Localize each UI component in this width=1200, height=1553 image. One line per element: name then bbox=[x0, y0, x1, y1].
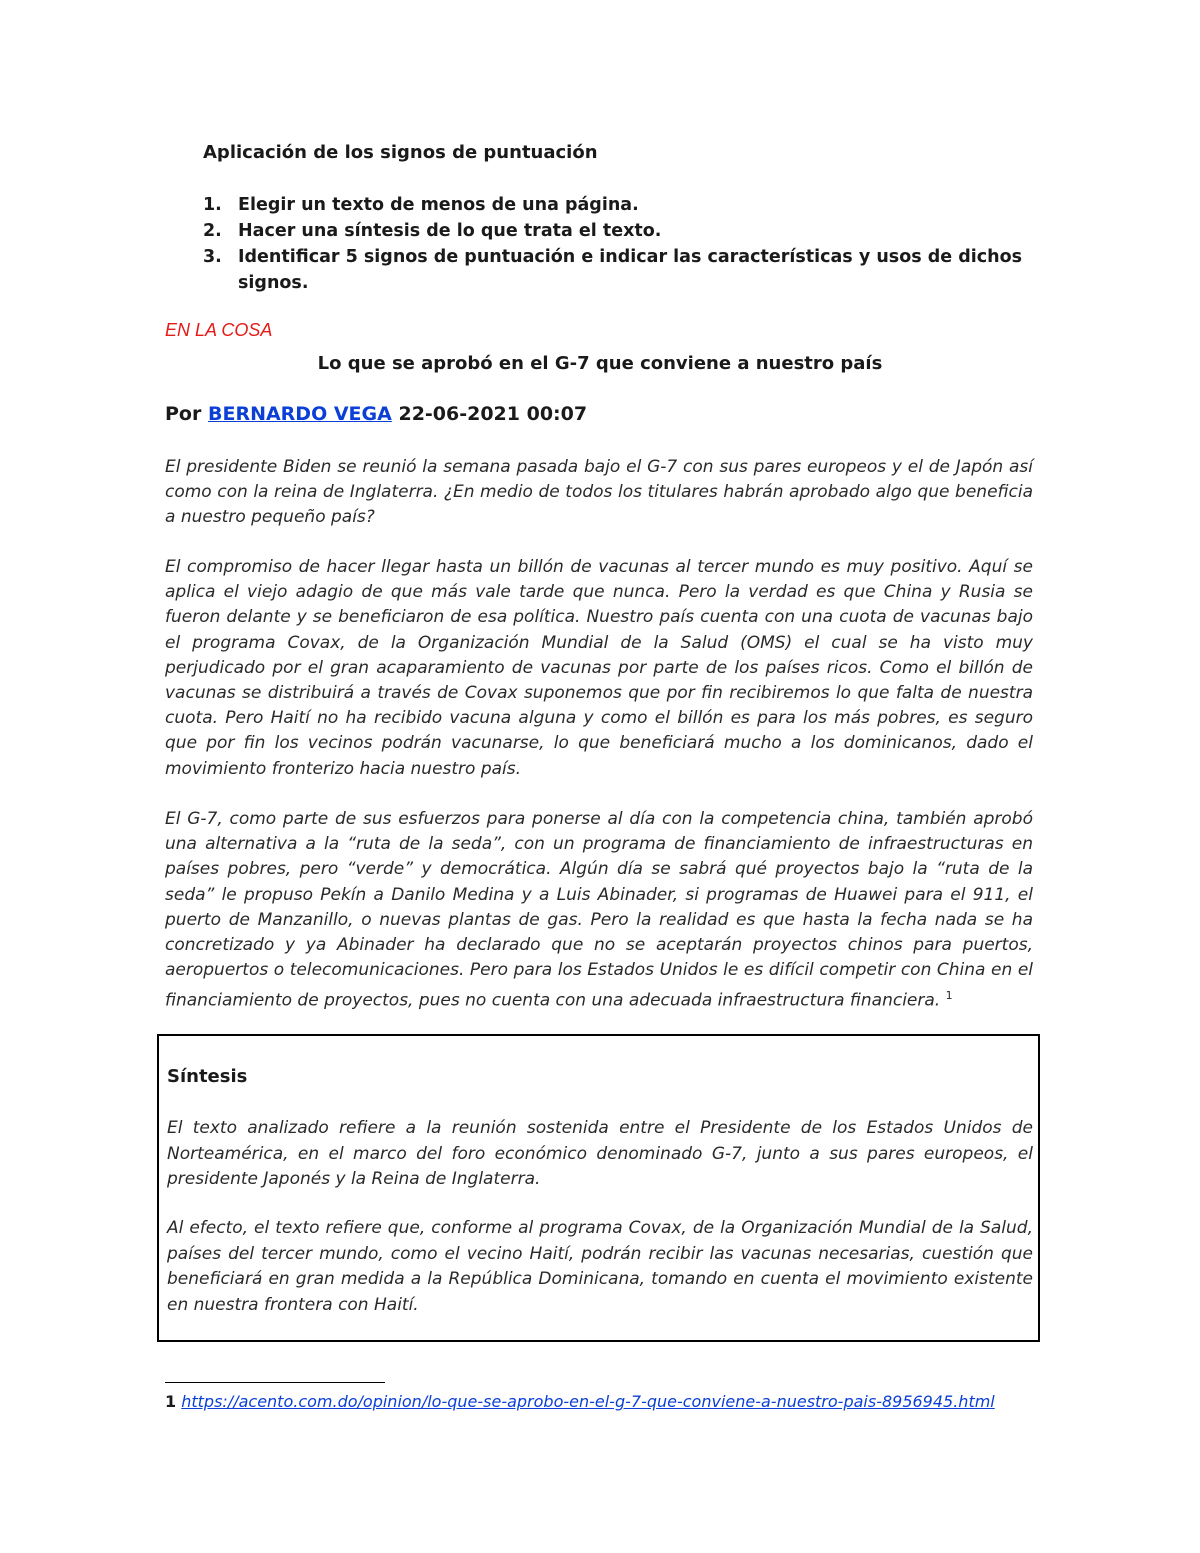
article-paragraph-text: El G-7, como parte de sus esfuerzos para ponerse al día con la competencia china, también aprobó una alternativa a la “ruta de la seda”, con un programa de financiamiento de infraestructuras en países pobres, pero “verde” y democrática. Algún día se sabrá qué proyectos bajo la “ruta de la seda” le propuso Pekín a Danilo Medina y a Luis Abinader, si programas de Huawei para el 911, el puerto de Manzanillo, o nuevas plantas de gas. Pero la realidad es que hasta la fecha nada se ha concretizado y ya Abinader ha declarado que no se aceptarán proyectos chinos para puertos, aeropuertos o telecomunicaciones. Pero para los Estados Unidos le es difícil competir con China en el financiamiento de proyectos, pues no cuenta con una adecuada infraestructura financiera. bbox=[165, 809, 1033, 1012]
article-title: Lo que se aprobó en el G-7 que conviene a nuestro país bbox=[317, 353, 883, 374]
task-item bbox=[203, 192, 1033, 218]
synthesis-title: Síntesis bbox=[167, 1066, 248, 1087]
footnote-number: 1 bbox=[165, 1392, 177, 1411]
footnote bbox=[165, 1392, 995, 1411]
byline bbox=[165, 403, 587, 425]
byline-date: 22-06-2021 00:07 bbox=[398, 403, 588, 425]
task-number: 1. bbox=[203, 195, 222, 215]
author-link[interactable]: BERNARDO VEGA bbox=[207, 403, 392, 425]
task-number: 3. bbox=[203, 247, 222, 267]
footnote-separator bbox=[165, 1382, 385, 1383]
task-text: Hacer una síntesis de lo que trata el texto. bbox=[238, 221, 662, 241]
task-text: Identificar 5 signos de puntuación e indicar las características y usos de dichos signos. bbox=[238, 247, 1023, 293]
section-label: EN LA COSA bbox=[165, 320, 273, 340]
article-paragraph: El compromiso de hacer llegar hasta un billón de vacunas al tercer mundo es muy positivo. Aquí se aplica el viejo adagio de que más vale tarde que nunca. Pero la verdad es que China y Rusia se fueron delante y se beneficiaron de esa política. Nuestro país cuenta con una cuota de vacunas bajo el programa Covax, de la Organización Mundial de la Salud (OMS) el cual se ha visto muy perjudicado por el gran acaparamiento de vacunas por parte de los países ricos. Como el billón de vacunas se distribuirá a través de Covax suponemos que por fin recibiremos lo que falta de nuestra cuota. Pero Haití no ha recibido vacuna alguna y como el billón es para los más pobres, es seguro que por fin los vecinos podrán vacunarse, lo que beneficiará mucho a los dominicanos, dado el movimiento fronterizo hacia nuestro país. bbox=[165, 557, 1033, 779]
byline-prefix: Por bbox=[165, 403, 202, 425]
task-text: Elegir un texto de menos de una página. bbox=[238, 195, 639, 215]
task-item bbox=[203, 218, 1033, 244]
task-item bbox=[203, 244, 1033, 296]
assignment-heading: Aplicación de los signos de puntuación bbox=[203, 142, 598, 163]
footnote-reference[interactable]: 1 bbox=[945, 989, 953, 1003]
task-list bbox=[203, 192, 1033, 296]
footnote-link[interactable]: https://acento.com.do/opinion/lo-que-se-aprobo-en-el-g-7-que-conviene-a-nuestro-pais-8956945.html bbox=[181, 1392, 995, 1411]
article-paragraph: El presidente Biden se reunió la semana pasada bajo el G-7 con sus pares europeos y el de Japón así como con la reina de Inglaterra. ¿En medio de todos los titulares habrán aprobado algo que beneficia a nuestro pequeño país? bbox=[165, 457, 1033, 528]
synthesis-paragraph: Al efecto, el texto refiere que, conforme al programa Covax, de la Organización Mundial de la Salud, países del tercer mundo, como el vecino Haití, podrán recibir las vacunas necesarias, cuestión que beneficiará en gran medida a la República Dominicana, tomando en cuenta el movimiento existente en nuestra frontera con Haití. bbox=[167, 1218, 1033, 1315]
synthesis-box bbox=[157, 1034, 1040, 1342]
article-paragraph bbox=[165, 807, 1033, 1014]
synthesis-paragraph: El texto analizado refiere a la reunión sostenida entre el Presidente de los Estados Unidos de Norteamérica, en el marco del foro económico denominado G-7, junto a sus pares europeos, el presidente Japonés y la Reina de Inglaterra. bbox=[167, 1118, 1033, 1189]
task-number: 2. bbox=[203, 221, 222, 241]
